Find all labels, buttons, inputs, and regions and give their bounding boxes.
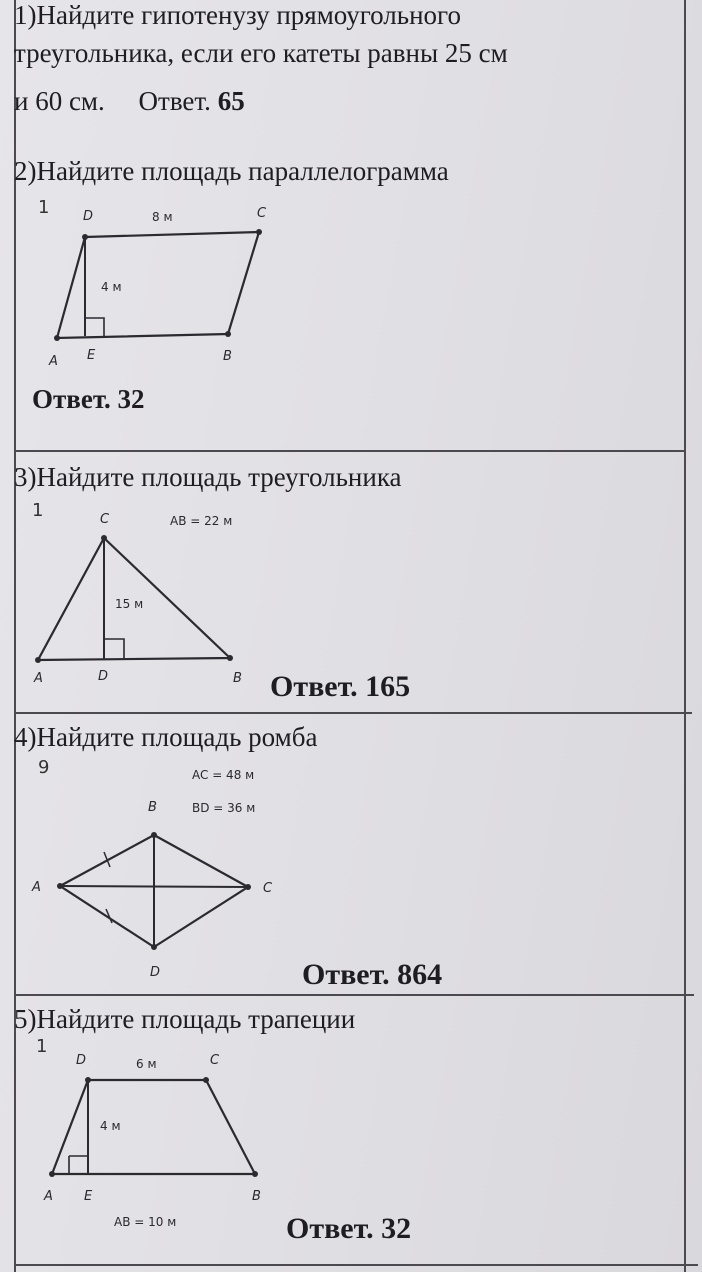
- right-angle-mark: [104, 639, 124, 659]
- task-2-score-mark: 1: [38, 197, 50, 218]
- point-d: [151, 944, 157, 950]
- task-5-title: 5)Найдите площадь трапеции: [14, 1004, 356, 1034]
- right-border: [684, 0, 686, 1272]
- dim-height: 4 м: [100, 1119, 121, 1133]
- point-c: [101, 535, 107, 541]
- label-a: A: [34, 671, 43, 686]
- label-a: A: [32, 880, 41, 895]
- dim-dc: 6 м: [136, 1057, 157, 1071]
- dim-height: 15 м: [115, 597, 144, 611]
- task-3-title: 3)Найдите площадь треугольника: [14, 462, 402, 492]
- dim-ab: AB = 10 м: [114, 1215, 177, 1229]
- task-1-answer-value: 65: [217, 86, 245, 116]
- label-d: D: [76, 1053, 87, 1068]
- label-a: A: [49, 354, 58, 369]
- task-1-answer: [139, 86, 245, 116]
- right-angle-mark: [85, 318, 104, 336]
- dim-dc: 8 м: [152, 210, 173, 224]
- point-d: [82, 234, 88, 240]
- parallelogram-figure: [30, 195, 330, 395]
- task-5-score-mark: 1: [36, 1036, 48, 1057]
- point-b: [151, 832, 157, 838]
- left-border: [14, 0, 16, 1272]
- label-e: E: [84, 1189, 93, 1204]
- point-a: [49, 1171, 55, 1177]
- trapezoid-shape: [52, 1080, 255, 1174]
- point-b: [252, 1171, 258, 1177]
- rhombus-figure: [20, 760, 340, 990]
- label-b: B: [148, 800, 157, 815]
- label-d: D: [150, 965, 161, 980]
- point-a: [54, 335, 60, 341]
- point-c: [245, 884, 251, 890]
- parallelogram-shape: [57, 232, 259, 338]
- divider-3-4: [14, 712, 692, 714]
- point-a: [35, 657, 41, 663]
- label-a: A: [44, 1189, 53, 1204]
- label-e: E: [87, 348, 96, 363]
- task-3-score-mark: 1: [32, 500, 44, 521]
- task-2-title: 2)Найдите площадь параллелограмма: [14, 156, 449, 186]
- label-d: D: [98, 669, 109, 684]
- point-b: [225, 331, 231, 337]
- label-b: B: [252, 1189, 261, 1204]
- trapezoid-figure: [30, 1040, 330, 1240]
- point-b: [227, 655, 233, 661]
- task-1-line-1: 1)Найдите гипотенузу прямоугольного: [14, 0, 461, 30]
- task-1-line-3: [14, 82, 245, 120]
- task-1-answer-label: Ответ.: [138, 86, 211, 116]
- label-b: B: [233, 671, 242, 686]
- label-c: C: [100, 512, 110, 527]
- dim-ab: AB = 22 м: [170, 514, 233, 528]
- dim-height: 4 м: [101, 280, 122, 294]
- label-c: C: [210, 1053, 220, 1068]
- task-4-answer: Ответ. 864: [302, 958, 443, 991]
- divider-4-5: [14, 994, 694, 996]
- point-c: [203, 1077, 209, 1083]
- divider-bottom: [14, 1264, 698, 1266]
- task-5-answer: Ответ. 32: [286, 1212, 412, 1245]
- task-4-score-mark: 9: [38, 757, 50, 778]
- dim-bd: BD = 36 м: [192, 801, 256, 815]
- task-1-line-3-text: и 60 см.: [14, 86, 105, 116]
- label-b: B: [223, 349, 232, 364]
- label-d: D: [83, 209, 94, 224]
- task-4-title: 4)Найдите площадь ромба: [14, 722, 318, 752]
- point-d: [85, 1077, 91, 1083]
- label-c: C: [263, 881, 273, 896]
- divider-2-3: [14, 450, 686, 452]
- task-1-line-2: треугольника, если его катеты равны 25 см: [14, 38, 508, 68]
- task-2-answer: Ответ. 32: [32, 384, 145, 414]
- task-3-answer: Ответ. 165: [270, 670, 411, 703]
- point-a: [57, 883, 63, 889]
- point-c: [256, 229, 262, 235]
- label-c: C: [257, 206, 267, 221]
- dim-ac: AC = 48 м: [192, 768, 255, 782]
